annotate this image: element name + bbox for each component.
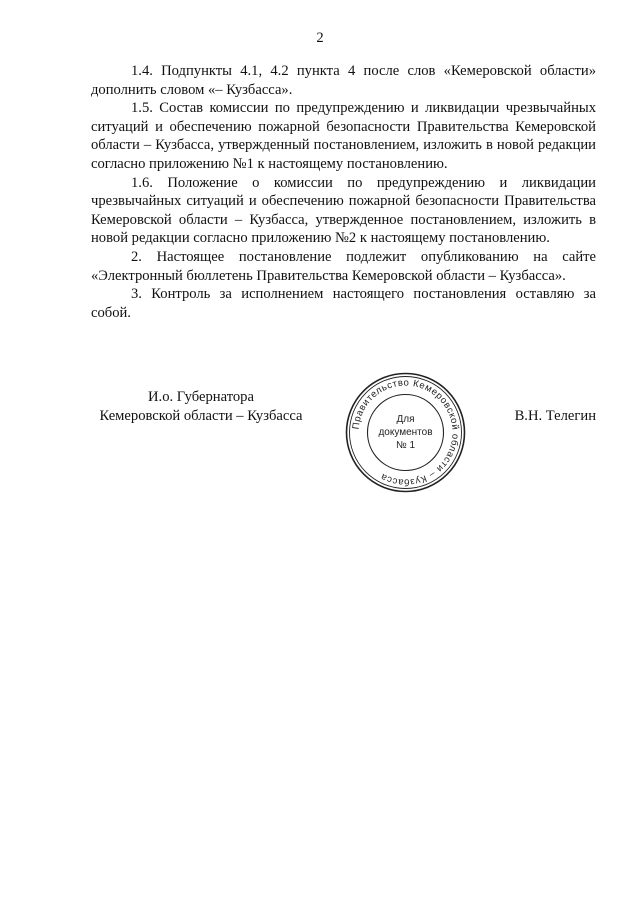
stamp-center-line2: документов: [378, 427, 433, 438]
paragraph-1-5: 1.5. Состав комиссии по предупреждению и ликвидации чрезвычайных ситуаций и обеспечению пожарной безопасности Правительства Кемеровской области – Кузбасса, утвержденный постановлением, изложить в новой редакции согласно приложению №1 к настоящему постановлению.: [91, 100, 596, 172]
signature-block: [91, 377, 596, 492]
paragraph-1-4: 1.4. Подпункты 4.1, 4.2 пункта 4 после слов «Кемеровской области» дополнить словом «– Кузбасса».: [91, 63, 596, 98]
paragraph-2: 2. Настоящее постановление подлежит опубликованию на сайте «Электронный бюллетень Правительства Кемеровской области – Кузбасса».: [91, 248, 596, 284]
signatory-name: В.Н. Телегин: [514, 408, 596, 424]
stamp-ring-text: Правительство Кемеровской области – Кузбасса: [350, 377, 461, 488]
stamp-seal-icon: [343, 370, 468, 495]
signatory-title-line2: Кемеровской области – Кузбасса: [99, 407, 303, 424]
paragraph-3: 3. Контроль за исполнением настоящего постановления оставляю за собой.: [91, 286, 596, 321]
signatory-title-line1: И.о. Губернатора: [148, 389, 254, 405]
signatory-title: [91, 388, 311, 425]
stamp-center-line3: № 1: [395, 440, 416, 451]
document-body: [91, 62, 596, 322]
page-number: 2: [316, 30, 324, 46]
official-stamp: [343, 370, 468, 495]
paragraph-1-6: 1.6. Положение о комиссии по предупреждению и ликвидации чрезвычайных ситуаций и обеспечению пожарной безопасности Правительства Кемеровской области – Кузбасса, утвержденное постановлением, изложить в новой редакции согласно приложению №2 к настоящему постановлению.: [91, 174, 596, 247]
stamp-center-line1: Для: [396, 414, 415, 425]
